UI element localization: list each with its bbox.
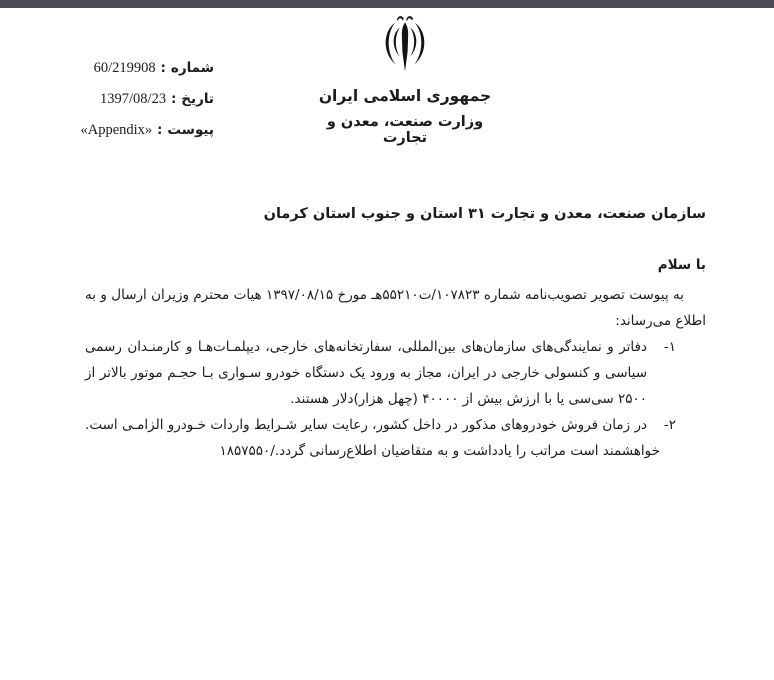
- republic-title: جمهوری اسلامی ایران: [318, 87, 492, 105]
- colon-separator: :: [160, 61, 166, 76]
- closing-line: خواهشمند است مراتب را یادداشت و به متقاضیان اطلاع‌رسانی گردد./۱۸۵۷۵۵۰: [219, 443, 660, 459]
- letter-number-label: شماره: [170, 60, 214, 76]
- letter-date-label: تاریخ: [181, 91, 214, 107]
- letterhead: [312, 13, 498, 146]
- recipient-line: سازمان صنعت، معدن و تجارت ۳۱ استان و جنوب استان کرمان: [263, 206, 706, 222]
- colon-separator: :: [171, 92, 177, 107]
- list-item-marker: ۲-: [663, 417, 676, 433]
- list-item-text: دفاتر و نمایندگی‌های سازمان‌های بین‌المللی، سفارتخانه‌های خارجی، دیپلمـات‌هـا و کارمنـدان رسمی سیاسی و کنسولی خارجی در ایران، مجاز به ورود یک دستگاه خودرو سـواری بـا حجـم موتور بالاتر از ۲۵۰۰ سی‌سی یا با ارزش بیش از ۴۰۰۰۰ (چهل هزار)دلار هستند.: [85, 339, 647, 407]
- list-item: [85, 412, 676, 438]
- list-item-marker: ۱-: [663, 339, 676, 355]
- letter-date-value: 1397/08/23: [100, 91, 167, 107]
- colon-separator: :: [157, 123, 163, 138]
- window-top-bar: [0, 0, 774, 8]
- list-item-text: در زمان فروش خودروهای مذکور در داخل کشور، رعایت سایر شـرایط واردات خـودرو الزامـی است.: [85, 417, 647, 433]
- iran-emblem-icon: [376, 13, 434, 79]
- list-item: [85, 334, 676, 412]
- intro-paragraph: به پیوست تصویر تصویب‌نامه شماره ۱۰۷۸۲۳/ت۵۵۲۱۰هـ مورخ ۱۳۹۷/۰۸/۱۵ هیات محترم وزیران ارسال و به اطلاع می‌رساند:: [85, 287, 706, 329]
- letter-body: [85, 203, 706, 464]
- ministry-title: وزارت صنعت، معدن و تجارت: [326, 114, 484, 146]
- letter-attachment-label: پیوست: [167, 122, 214, 138]
- letter-number-row: [58, 60, 214, 91]
- letter-attachment-row: [58, 122, 214, 153]
- letter-date-row: [58, 91, 214, 122]
- letter-meta-block: [58, 60, 214, 153]
- numbered-list: [85, 334, 706, 438]
- salutation-line: با سلام: [657, 257, 706, 273]
- letter-attachment-value: «Appendix»: [80, 122, 153, 138]
- letter-number-value: 60/219908: [93, 60, 156, 76]
